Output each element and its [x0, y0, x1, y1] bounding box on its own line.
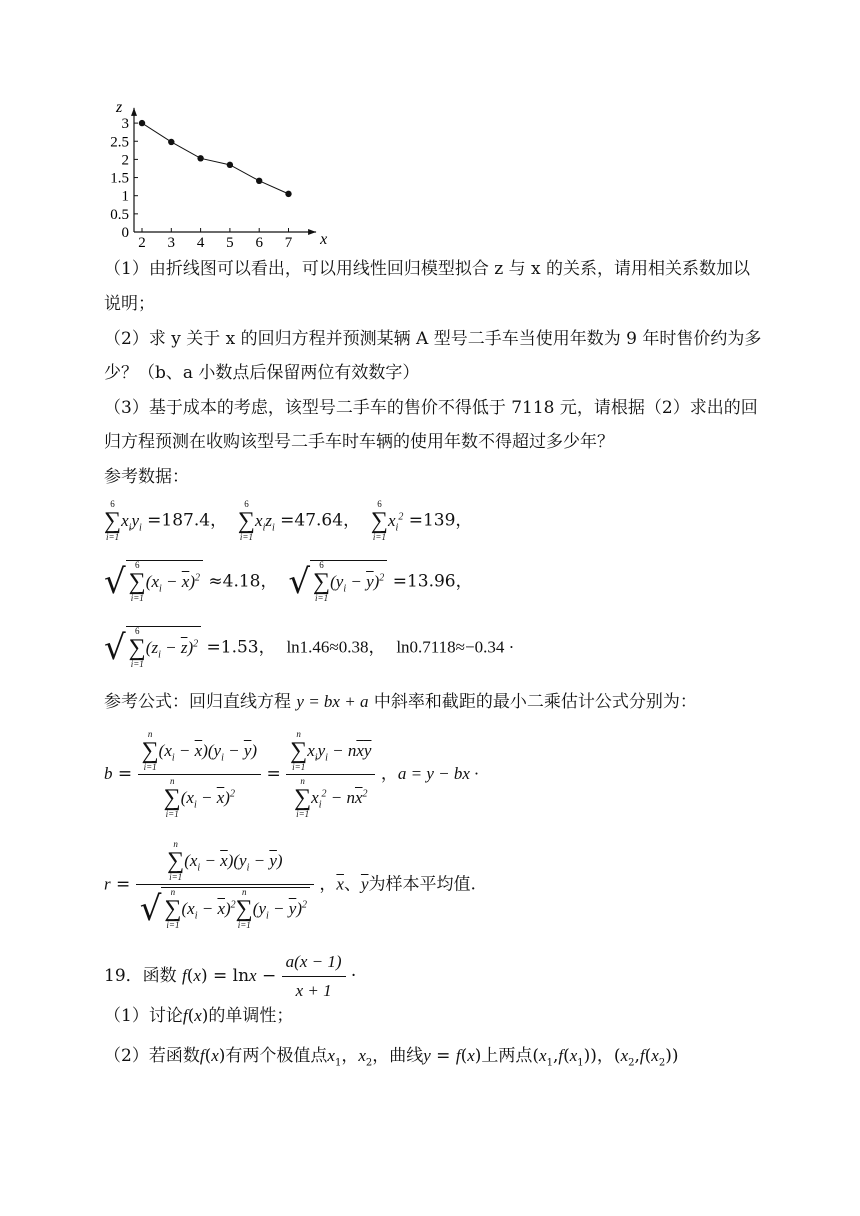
- ref-data-label: 参考数据：: [104, 467, 189, 487]
- y-tick-label: 3: [121, 116, 129, 133]
- q19-line: 19．函数 f(x) = lnx − $\frac{a(x - 1)}{x + 1}$ ·: [104, 952, 357, 1000]
- x-tick-label: 3: [167, 235, 176, 251]
- q1-line: （1）由折线图可以看出，可以用线性回归模型拟合 z 与 x 的关系，请用相关系数加以: [104, 259, 750, 279]
- data-point: [168, 139, 174, 145]
- q19-part1-label: （1）讨论: [104, 1006, 183, 1026]
- y-axis-arrow: [131, 108, 137, 116]
- ref-data-row-1: 6 ∑ i=1 $x_iy_i =187.4$， 6 ∑ i=1 $x_iz_i =47.64$， 6 ∑ i=1 $x_i^2 =139$，: [104, 499, 473, 542]
- y-tick-label: 0.5: [110, 206, 129, 223]
- chart-axes: [131, 108, 316, 235]
- y-tick-label: 2.5: [110, 134, 129, 151]
- x-tick-label: 6: [255, 235, 263, 251]
- ref-sz: =1.53，: [206, 637, 276, 658]
- ref-sum-x2: =139，: [408, 510, 473, 531]
- y-tick-label: 0: [121, 225, 129, 241]
- x-tick-label: 7: [284, 235, 293, 251]
- q3-line: （3）基于成本的考虑，该型号二手车的售价不得低于 7118 元，请根据（2）求出的回: [104, 398, 758, 418]
- correlation-formula: r = n ∑ i=1 $(x_i - \overline{x})(y_i - \overline{y})$ √ n ∑ i=1 $(x_i - \overline{x})^2$ n ∑ i=1 $(y_i - \overline{y})^2$ ，$\overline{x}$、$\overline{y}$为样本平均值.: [104, 839, 476, 930]
- mean-note: 为样本平均值.: [368, 874, 476, 895]
- q19-part2-mid: 有两个极值点: [225, 1046, 328, 1066]
- x-axis-arrow: [308, 229, 316, 235]
- formula-label-line: [104, 690, 697, 714]
- q1-line-cont: 说明；: [104, 294, 155, 314]
- ref-data-row-2: √ 6 ∑ i=1 $(x_i - \overline{x})^2 \approx 4.18$， √ 6 ∑ i=1 $(y_i - \overline{y})^2 =13.96$，: [104, 560, 473, 603]
- ref-data-row-3: √ 6 ∑ i=1 $(z_i - \overline{z})^2 =1.53$， ln1.46≈0.38， ln0.7118≈−0.34 ·: [104, 626, 515, 669]
- ref-sy: =13.96，: [392, 571, 473, 592]
- x-tick-label: 5: [226, 235, 234, 251]
- q2-line: （2）求 y 关于 x 的回归方程并预测某辆 A 型号二手车当使用年数为 9 年时售价约为多: [104, 329, 762, 349]
- data-point: [227, 162, 233, 168]
- y-axis-label: z: [116, 98, 123, 116]
- intercept-formula: a = y − bx ·: [397, 764, 479, 783]
- formula-label: 参考公式：回归直线方程: [104, 692, 291, 712]
- y-tick-label: 1.5: [110, 170, 129, 187]
- regression-line-eq: y = bx + a: [296, 692, 369, 711]
- data-point: [285, 191, 291, 197]
- chart-series: [139, 120, 292, 197]
- q19-part2: （2）若函数f(x)有两个极值点$x_1$，$x_2$，曲线y = f(x)上两点$(x_1,f(x_1))$，$(x_2,f(x_2))$: [104, 1046, 679, 1069]
- q19-part1: （1）讨论f(x)的单调性；: [104, 1006, 294, 1026]
- data-point: [139, 120, 145, 126]
- q2-line-cont: 少？（b、a 小数点后保留两位有效数字）: [104, 363, 420, 383]
- data-point: [197, 155, 203, 161]
- y-tick-label: 2: [121, 152, 129, 169]
- data-point: [256, 178, 262, 184]
- ref-sum-xz: =47.64，: [280, 510, 361, 531]
- ref-sum-xy: =187.4，: [147, 510, 228, 531]
- ref-ln146: ln1.46≈0.38，: [286, 637, 386, 657]
- ref-sx: ≈4.18，: [208, 571, 278, 592]
- formula-tail: 中斜率和截距的最小二乘估计公式分别为：: [373, 692, 697, 712]
- ref-ln07118: ln0.7118≈−0.34 ·: [396, 637, 515, 657]
- x-tick-label: 2: [138, 235, 146, 251]
- q19-part2-label: （2）若函数: [104, 1046, 200, 1066]
- y-tick-label: 1: [121, 188, 129, 205]
- series-line: [142, 123, 289, 194]
- slope-formula: b = n ∑ i=1 $(x_i - \overline{x})(y_i - \overline{y})$ n ∑ i=1 $(x_i - \overline{x})^2$ = n ∑ i=1 $x_iy_i - n\overline{x}\overline{y}$ n ∑ i=1 $x_i^2 - n\overline{x}^2$ ，a = y − bx ·: [104, 729, 479, 819]
- x-axis-label: x: [320, 231, 328, 248]
- q3-line-cont: 归方程预测在收购该型号二手车时车辆的使用年数不得超过多少年？: [104, 432, 614, 452]
- x-tick-label: 4: [196, 235, 205, 251]
- q19-part2-tail: 上两点: [481, 1046, 533, 1066]
- q19-part1-tail: 的单调性；: [208, 1006, 294, 1026]
- line-chart: [0, 0, 860, 260]
- q19-number: 19．函数: [104, 966, 177, 986]
